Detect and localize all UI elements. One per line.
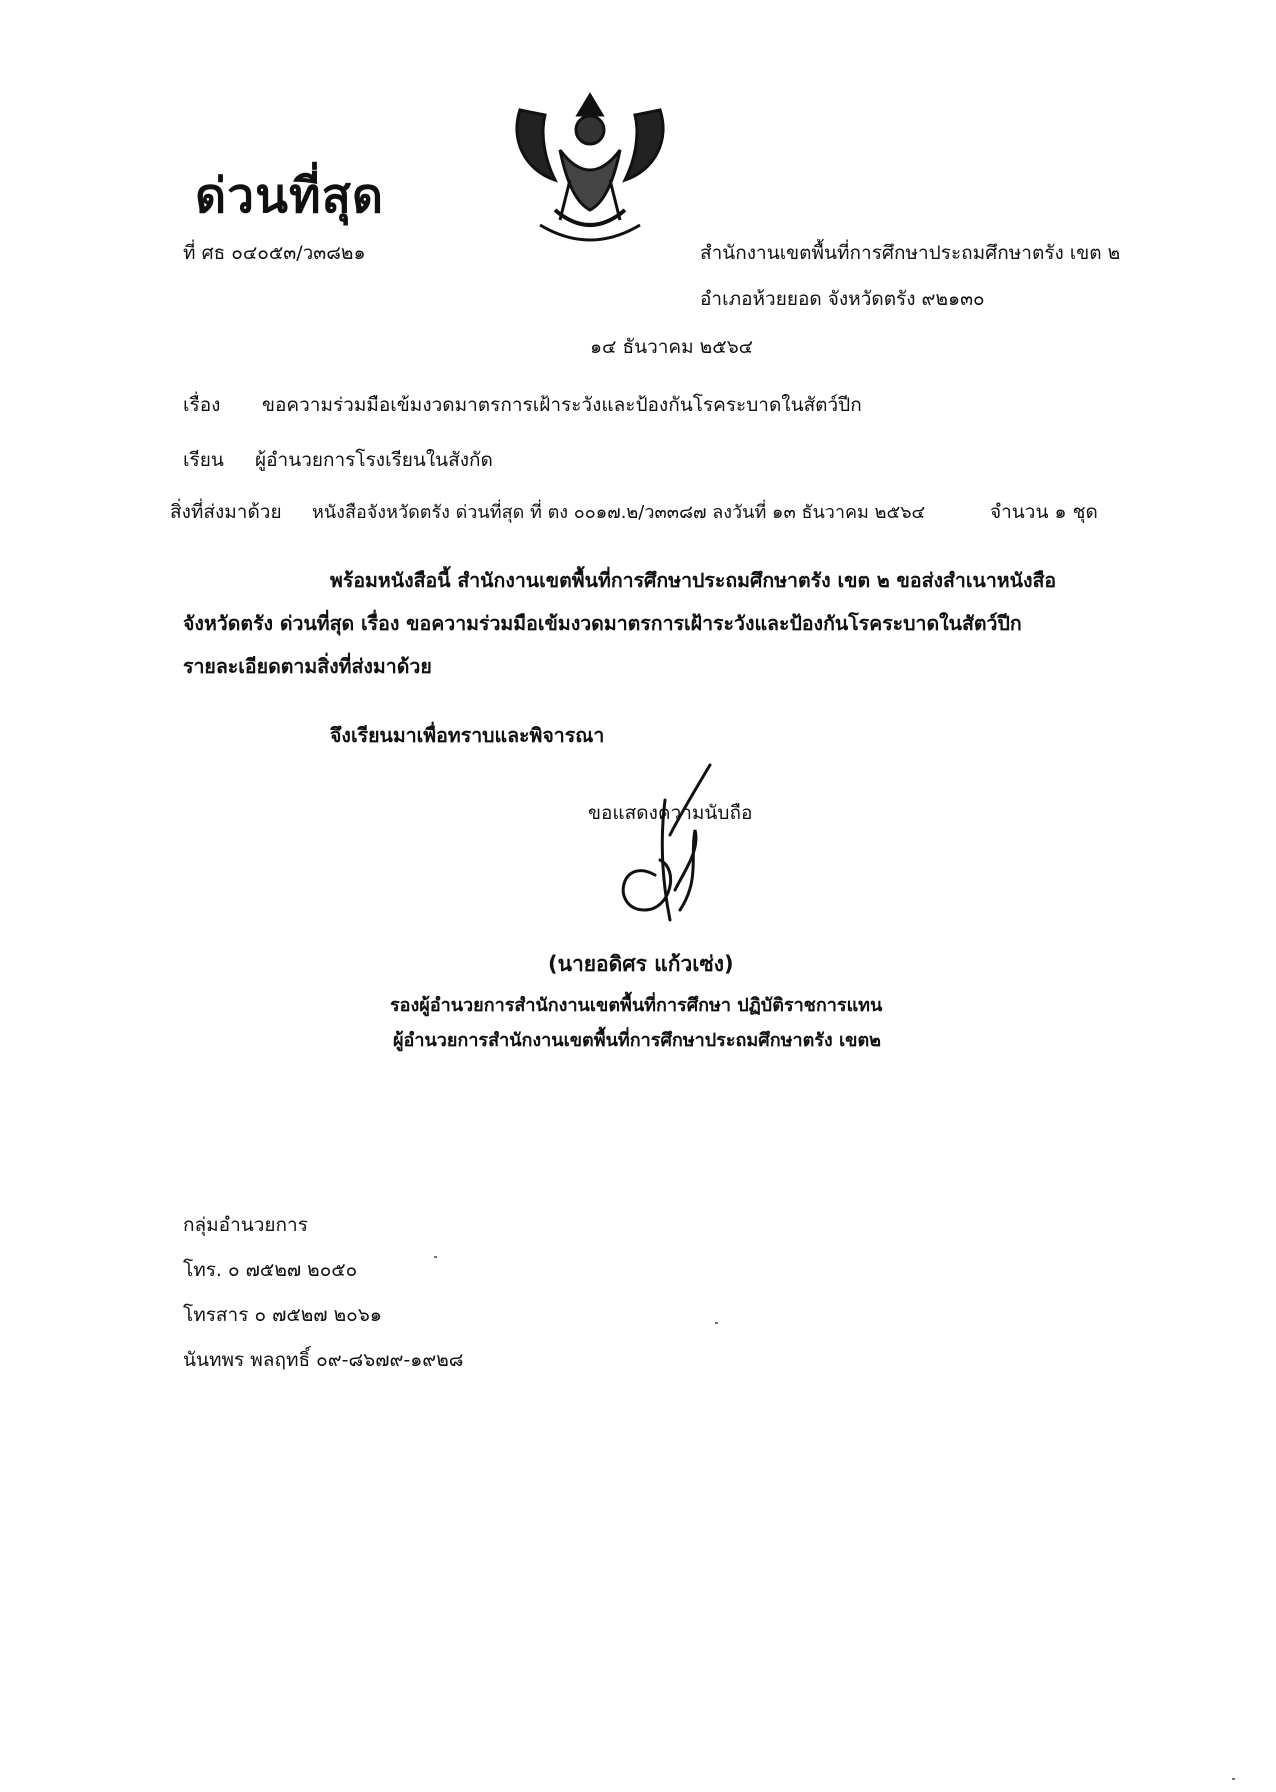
urgency-heading: ด่วนที่สุด — [195, 168, 385, 224]
subject-label: เรื่อง — [183, 394, 221, 416]
body-line-3: รายละเอียดตามสิ่งที่ส่งมาด้วย — [183, 655, 432, 678]
office-line-2: อำเภอห้วยยอด จังหวัดตรัง ๙๒๑๓๐ — [700, 288, 985, 310]
closing-line: จึงเรียนมาเพื่อทราบและพิจารณา — [330, 724, 605, 747]
enclosure-count: จำนวน ๑ ชุด — [990, 501, 1098, 523]
scan-speck — [715, 1322, 718, 1324]
office-line-1: สำนักงานเขตพื้นที่การศึกษาประถมศึกษาตรัง เขต ๒ — [700, 242, 1121, 264]
body-line-2: จังหวัดตรัง ด่วนที่สุด เรื่อง ขอความร่วมมือเข้มงวดมาตรการเฝ้าระวังและป้องกันโรคระบาดในสัตว์ปีก — [183, 612, 1022, 635]
enclosure-label: สิ่งที่ส่งมาด้วย — [170, 501, 282, 523]
recipient-text: ผู้อำนวยการโรงเรียนในสังกัด — [255, 449, 493, 471]
recipient-label: เรียน — [183, 449, 224, 471]
garuda-emblem — [500, 90, 680, 250]
signer-position-2: ผู้อำนวยการสำนักงานเขตพื้นที่การศึกษาประถมศึกษาตรัง เขต๒ — [393, 1030, 881, 1051]
body-line-1: พร้อมหนังสือนี้ สำนักงานเขตพื้นที่การศึกษาประถมศึกษาตรัง เขต ๒ ขอส่งสำเนาหนังสือ — [330, 569, 1057, 592]
signer-position-1: รองผู้อำนวยการสำนักงานเขตพื้นที่การศึกษา ปฏิบัติราชการแทน — [390, 995, 883, 1016]
footer-contact: นันทพร พลฤทธิ์ ๐๙-๘๖๗๙-๑๙๒๘ — [183, 1349, 464, 1371]
enclosure-text: หนังสือจังหวัดตรัง ด่วนที่สุด ที่ ตง ๐๐๑๗.๒/ว๓๓๘๗ ลงวันที่ ๑๓ ธันวาคม ๒๕๖๔ — [312, 502, 926, 523]
scan-speck — [434, 1256, 437, 1258]
footer-fax: โทรสาร ๐ ๗๕๒๗ ๒๐๖๑ — [183, 1304, 382, 1326]
subject-text: ขอความร่วมมือเข้มงวดมาตรการเฝ้าระวังและป้องกันโรคระบาดในสัตว์ปีก — [262, 394, 862, 416]
signer-name: (นายอดิศร แก้วเซ่ง) — [548, 952, 734, 976]
footer-department: กลุ่มอำนวยการ — [183, 1214, 308, 1236]
handwritten-signature — [600, 760, 740, 935]
scan-speck — [1232, 1778, 1235, 1780]
reference-number: ที่ ศธ ๐๔๐๕๓/ว๓๘๒๑ — [183, 242, 366, 264]
regards-text: ขอแสดงความนับถือ — [588, 802, 753, 824]
footer-telephone: โทร. ๐ ๗๕๒๗ ๒๐๕๐ — [183, 1259, 358, 1281]
letter-date: ๑๔ ธันวาคม ๒๕๖๔ — [590, 336, 754, 358]
